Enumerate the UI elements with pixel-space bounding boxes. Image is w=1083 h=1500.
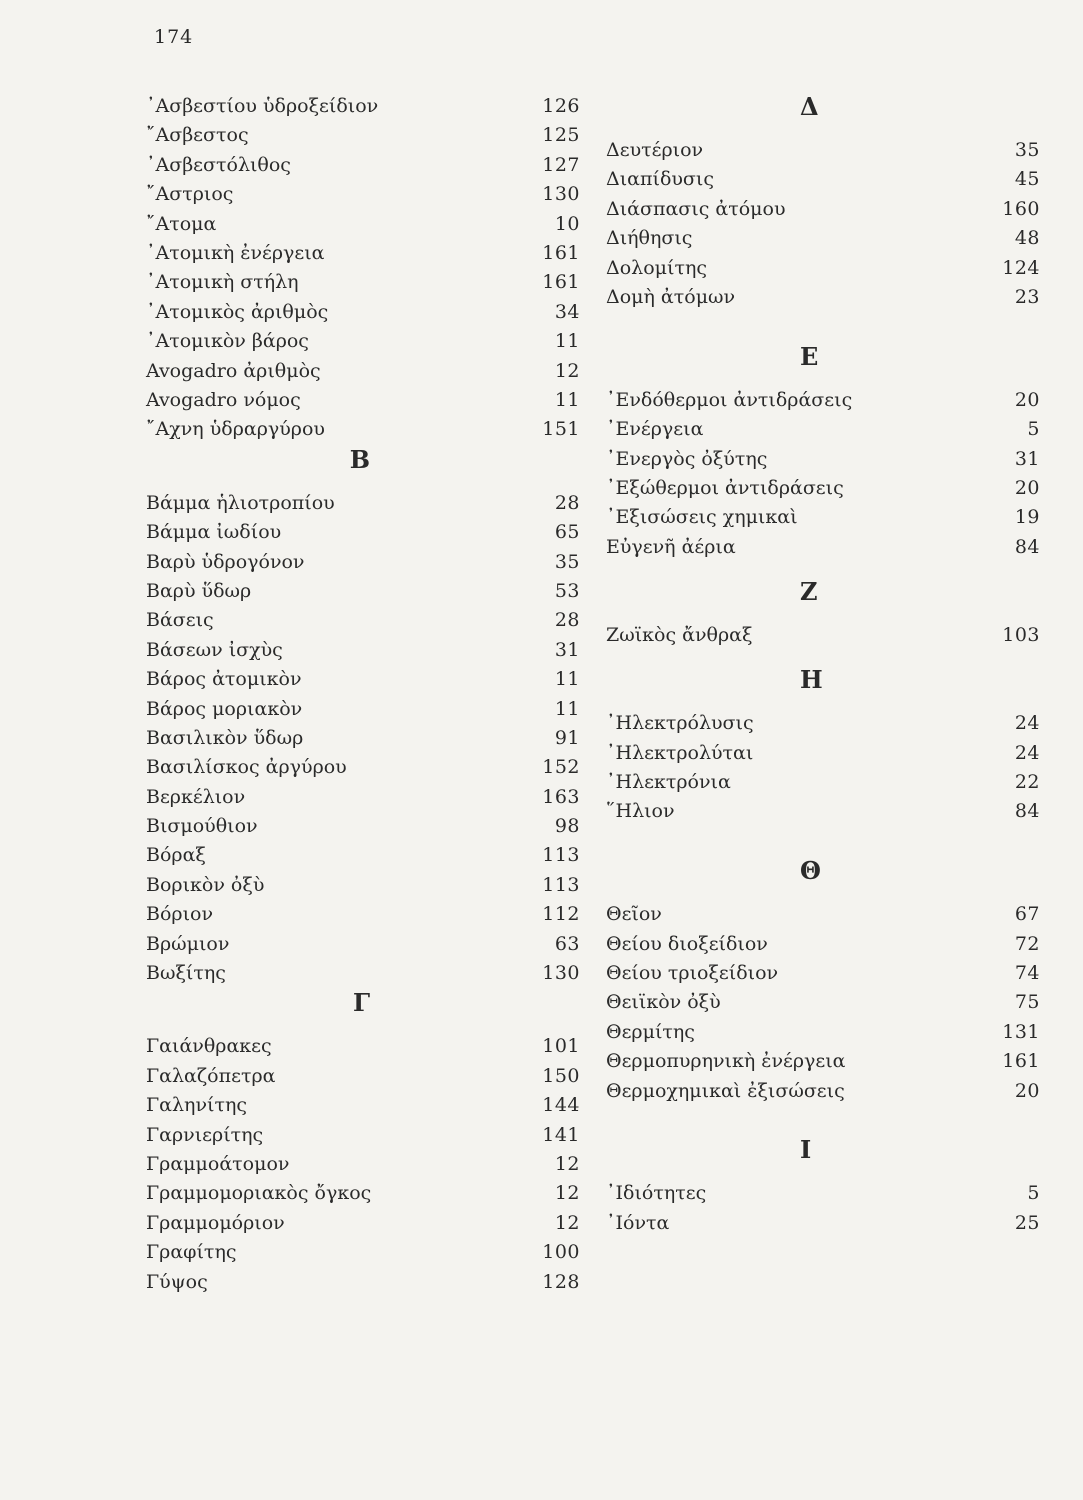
index-term: Δευτέριον [606,139,704,162]
index-entry [140,239,580,268]
index-term: Βάσεις [146,609,214,632]
index-page-number: 31 [554,638,580,661]
index-term: Βάμμα ἡλιοτροπίου [146,491,335,514]
index-entry [140,1062,580,1091]
index-page-number: 72 [1014,932,1040,955]
index-term: Διάσπασις ἀτόμου [606,197,786,220]
index-term: Γαρνιερίτης [146,1123,264,1146]
index-page-number: 150 [542,1064,580,1087]
index-entry [140,900,580,929]
index-entry [140,357,580,386]
index-page-number: 25 [1014,1211,1040,1234]
index-entry [140,871,580,900]
index-term: Βασιλίσκος ἀργύρου [146,756,347,779]
index-page-number: 31 [1014,447,1040,470]
index-entry [600,224,1040,253]
index-term: Βρώμιον [146,932,230,955]
index-page-number: 22 [1014,770,1040,793]
index-entry [140,548,580,577]
index-entry [600,283,1040,312]
index-page-number: 103 [1002,624,1040,646]
index-term: Γραφίτης [146,1241,237,1264]
index-entry [600,503,1040,532]
index-entry [140,180,580,209]
index-entry [140,724,580,753]
index-entry [140,518,580,547]
index-page-number: 45 [1014,168,1040,191]
index-term: Βαρὺ ὕδωρ [146,579,252,602]
index-term: ᾿Εξισώσεις χημικαὶ [606,506,798,529]
index-term: ᾿Ατομικὴ στήλη [146,271,299,294]
index-term: ῞Ηλιον [606,800,675,823]
index-page-number: 5 [1027,418,1040,441]
index-entry [600,988,1040,1017]
index-term: ᾿Ατομικὸν βάρος [146,330,309,353]
index-entry [600,709,1040,738]
index-page-number: 63 [554,932,580,955]
index-heading-eta: Η [800,665,823,695]
index-page-number: 11 [554,330,580,353]
index-entry [140,1238,580,1267]
index-entry [140,930,580,959]
index-page-number: 98 [554,815,580,838]
index-entry [600,254,1040,283]
index-term: Βαρὺ ὑδρογόνον [146,550,305,573]
index-page-number: 91 [554,726,580,749]
index-page-number: 113 [542,844,580,867]
index-heading-zeta: Ζ [800,576,818,606]
index-heading-beta: Β [349,444,370,474]
index-entry [600,739,1040,768]
index-heading-theta: Θ [800,856,821,886]
index-term: ᾿Ατομικὸς ἀριθμὸς [146,300,329,323]
index-term: Θερμίτης [606,1020,695,1043]
index-term: Βόριον [146,903,214,926]
index-term: Γαλαζόπετρα [146,1064,276,1087]
index-page-number: 152 [542,756,580,779]
index-entry [600,900,1040,929]
index-entry [140,210,580,239]
index-entry [140,1150,580,1179]
index-entry [140,753,580,782]
index-page-number: 12 [554,359,580,382]
index-term: Θείου διοξείδιον [606,932,768,955]
index-page-number: 161 [542,271,580,294]
index-page-number: 161 [1002,1050,1040,1073]
index-page-number: 160 [1002,197,1040,220]
index-term: ῎Ατομα [146,212,217,235]
index-page-number: 23 [1014,286,1040,309]
index-page-number: 163 [542,785,580,808]
index-term: ῎Αχνη ὑδραργύρου [146,418,325,441]
index-term: Εὐγενῆ ἀέρια [606,535,736,558]
index-page-number: 34 [554,300,580,323]
index-term: ᾿Ατομικὴ ἐνέργεια [146,241,325,264]
index-entry [140,695,580,724]
index-page-number: 20 [1014,477,1040,500]
index-entry [140,841,580,870]
index-page-number: 20 [1014,388,1040,411]
index-block-beta [140,489,580,989]
index-term: Γαληνίτης [146,1094,247,1117]
index-entry [140,783,580,812]
index-page-number: 112 [542,903,580,926]
index-term: ᾿Ενεργὸς ὀξύτης [606,447,768,470]
index-block-zeta [600,621,1040,650]
index-entry [140,151,580,180]
index-page-number: 35 [1014,139,1040,162]
index-entry [140,636,580,665]
index-page-number: 53 [554,579,580,602]
index-left-column [140,92,580,1297]
index-page-number: 141 [542,1123,580,1146]
index-term: ᾿Ιόντα [606,1211,670,1234]
index-entry [140,1209,580,1238]
index-term: Avogadro νόμος [146,388,301,411]
index-term: Θερμοχημικαὶ ἐξισώσεις [606,1079,845,1102]
index-term: Θεῖον [606,903,662,926]
index-entry [140,665,580,694]
index-term: ᾿Ηλεκτρόλυσις [606,712,754,735]
index-page-number: 127 [542,153,580,176]
index-page-number: 67 [1014,903,1040,926]
index-heading-iota: Ι [800,1135,812,1165]
index-term: ᾿Ενέργεια [606,418,704,441]
index-page-number: 84 [1014,800,1040,823]
index-entry [140,577,580,606]
index-term: Θερμοπυρηνικὴ ἐνέργεια [606,1050,846,1073]
index-page-number: 113 [542,873,580,896]
index-page-number: 11 [554,388,580,411]
index-term: Βασιλικὸν ὕδωρ [146,726,304,749]
index-entry [140,327,580,356]
index-term: ᾿Ηλεκτρολύται [606,741,754,764]
index-entry [600,1077,1040,1106]
index-entry [600,415,1040,444]
index-page-number: 100 [542,1241,580,1264]
index-page-number: 10 [554,212,580,235]
index-entry [140,1032,580,1061]
index-entry [140,606,580,635]
index-term: Γύψος [146,1270,208,1293]
index-page-number: 28 [554,491,580,514]
index-term: Βάρος ἀτομικὸν [146,668,302,691]
index-entry [600,386,1040,415]
index-page-number: 11 [554,668,580,691]
index-term: Γραμμοάτομον [146,1153,290,1176]
index-term: ᾿Ασβεστίου ὑδροξείδιον [146,95,379,117]
index-block-theta [600,900,1040,1106]
index-page-number: 130 [542,962,580,985]
index-term: Γαιάνθρακες [146,1035,272,1058]
index-term: Γραμμομόριον [146,1211,285,1234]
index-entry [140,415,580,444]
page-number: 174 [154,26,194,48]
index-heading-delta: Δ [800,92,819,121]
index-term: ῎Ασβεστος [146,124,249,147]
index-page-number: 151 [542,418,580,441]
index-entry [140,92,580,121]
index-term: Ζωϊκὸς ἄνθραξ [606,624,753,646]
index-entry [140,386,580,415]
index-entry [140,489,580,518]
index-entry [600,930,1040,959]
index-page-number: 101 [542,1035,580,1058]
index-entry [600,959,1040,988]
index-block-delta [600,136,1040,312]
index-term: Διήθησις [606,227,693,250]
index-entry [600,445,1040,474]
index-page-number: 35 [554,550,580,573]
index-term: ᾿Ηλεκτρόνια [606,770,731,793]
index-page-number: 12 [554,1182,580,1205]
index-entry [600,621,1040,650]
index-entry [600,165,1040,194]
index-page-number: 65 [554,521,580,544]
index-entry [600,1209,1040,1238]
index-entry [600,136,1040,165]
index-term: Βάρος μοριακὸν [146,697,303,720]
index-page-number: 161 [542,241,580,264]
index-entry [140,1268,580,1297]
index-block-iota [600,1179,1040,1238]
index-page-number: 125 [542,124,580,147]
index-page-number: 20 [1014,1079,1040,1102]
index-page-number: 19 [1014,506,1040,529]
index-heading-gamma: Γ [352,988,370,1018]
index-entry [600,1047,1040,1076]
index-page-number: 124 [1002,256,1040,279]
index-page-number: 12 [554,1211,580,1234]
index-term: ᾿Ενδόθερμοι ἀντιδράσεις [606,388,853,411]
index-entry [600,797,1040,826]
index-term: Θειϊκὸν ὀξὺ [606,991,721,1014]
index-term: Θείου τριοξείδιον [606,961,779,984]
index-term: Avogadro ἀριθμὸς [146,359,321,382]
index-term: Δολομίτης [606,256,707,279]
index-page-number: 131 [1002,1020,1040,1043]
index-entry [140,1121,580,1150]
index-term: Βόραξ [146,844,206,867]
index-entry [140,812,580,841]
index-entry [140,1091,580,1120]
index-term: ῎Αστριος [146,183,234,206]
index-term: Διαπίδυσις [606,168,714,191]
index-heading-epsilon: Ε [800,341,819,371]
index-block-eta [600,709,1040,827]
index-block-gamma [140,1032,580,1297]
index-term: Βισμούθιον [146,815,258,838]
index-entry [600,1179,1040,1208]
index-entry [600,768,1040,797]
index-entry [600,1018,1040,1047]
index-term: Βωξίτης [146,962,226,985]
index-entry [140,298,580,327]
index-term: Βάσεων ἰσχὺς [146,638,283,661]
index-page-number: 75 [1014,991,1040,1014]
index-page-number: 12 [554,1153,580,1176]
index-entry [140,121,580,150]
index-page-number: 144 [542,1094,580,1117]
index-term: ᾿Εξώθερμοι ἀντιδράσεις [606,477,844,500]
index-term: Βορικὸν ὀξὺ [146,873,265,896]
index-entry [140,1179,580,1208]
index-page-number: 24 [1014,741,1040,764]
index-entry [600,195,1040,224]
index-page-number: 74 [1014,961,1040,984]
index-entry [140,959,580,988]
index-entry [140,268,580,297]
index-term: ᾿Ιδιότητες [606,1182,707,1205]
index-entry [600,533,1040,562]
index-block-epsilon [600,386,1040,562]
index-page-number: 11 [554,697,580,720]
index-block-alpha [140,92,580,445]
index-page-number: 128 [542,1270,580,1293]
index-term: Βερκέλιον [146,785,246,808]
index-page-number: 48 [1014,227,1040,250]
index-page-number: 28 [554,609,580,632]
index-term: Γραμμομοριακὸς ὄγκος [146,1182,372,1205]
index-page-number: 84 [1014,535,1040,558]
index-right-column [600,92,1040,1238]
index-page-number: 130 [542,183,580,206]
index-page-number: 24 [1014,712,1040,735]
index-term: ᾿Ασβεστόλιθος [146,153,291,176]
index-entry [600,474,1040,503]
index-page-number: 5 [1027,1182,1040,1205]
index-page-number: 126 [542,95,580,117]
index-term: Δομὴ ἀτόμων [606,286,736,309]
index-term: Βάμμα ἰωδίου [146,521,282,544]
